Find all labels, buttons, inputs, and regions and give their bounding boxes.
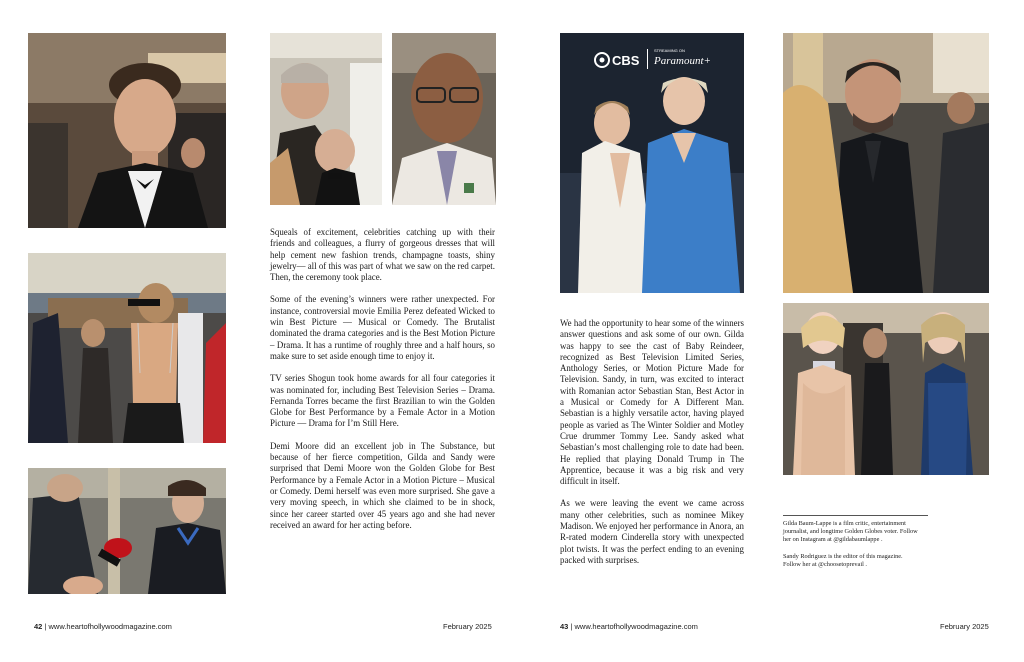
photo-actor-tuxedo bbox=[28, 33, 226, 228]
left-paragraph-2: Some of the evening’s winners were rather unexpected. For instance, controversial movie Emilia Perez defeated Wicked to win Best Picture — Musical or Comedy. The Brutalist dominated the drama categories and is the Best Motion Picture – Drama. It has a runtime of roughly three and a half hours, so make sure to set aside enough time to enjoy it. bbox=[270, 294, 495, 361]
left-paragraph-4: Demi Moore did an excellent job in The Substance, but because of her fierce competition, Gilda and Sandy were surprised that Demi Moore won the Golden Globe for Best Performance by a Female Actor in a Motion Picture – Musical or Comedy. Demi herself was even more surprised. She gave a very moving speech, in which she claimed to be in shock, since her career started over 45 years ago and she had never received an award for her acting before. bbox=[270, 440, 495, 530]
photo-adam-sandler bbox=[783, 33, 989, 293]
right-article-column bbox=[560, 318, 744, 577]
left-page-number: 42 bbox=[34, 622, 43, 631]
photo-harrison-ford bbox=[270, 33, 382, 205]
right-date: February 2025 bbox=[940, 622, 989, 631]
streaming-on-label: STREAMING ON bbox=[654, 48, 685, 53]
author-bio bbox=[783, 520, 918, 577]
left-date: February 2025 bbox=[443, 622, 492, 631]
left-folio: 42 | www.heartofhollywoodmagazine.com bbox=[34, 622, 172, 631]
photo-dwayne-johnson bbox=[392, 33, 496, 205]
photo-backless-dress bbox=[28, 253, 226, 443]
bio-divider bbox=[783, 515, 928, 516]
left-paragraph-3: TV series Shogun took home awards for all four categories it was nominated for, including Best Television Series – Drama. Fernanda Torres became the first Brazilian to win the Golden Globe for Best Performance by a Female Actor in a Motion Picture — Drama for I’m Still Here. bbox=[270, 373, 495, 429]
left-article-column bbox=[270, 227, 495, 542]
right-site-link[interactable]: www.heartofhollywoodmagazine.com bbox=[574, 622, 698, 631]
right-page-number: 43 bbox=[560, 622, 569, 631]
bio-gilda: Gilda Baum-Lappe is a film critic, entertainment journalist, and longtime Golden Globes voter. Follow her on Instagram at @gildabaumlappe . bbox=[783, 520, 918, 544]
right-paragraph-2: As we were leaving the event we came across many other celebrities, such as nominee Mikey Madison. We enjoyed her performance in Anora, an R-rated modern Cinderella story with unexpected plot twists. It was the perfect ending to an evening packed with surprises. bbox=[560, 498, 744, 565]
photo-satin-and-sequin-gowns bbox=[783, 303, 989, 475]
cbs-logo: CBS bbox=[612, 53, 640, 68]
right-paragraph-1: We had the opportunity to hear some of the winners answer questions and ask some of our own. Gilda was happy to see the cast of Baby Reindeer, recognized as Best Television Limited Series, Anthology Series, or Motion Picture Made for Television. Sandy, in turn, was excited to interact with Romanian actor Sebastian Stan, Best Actor in a Musical or Comedy for A Different Man. Sebastian is a highly versatile actor, having played people as varied as The Winter Soldier and Motley Crue drummer Tommy Lee. Sandy asked what Sebastian’s most challenging role to date had been. He replied that playing Donald Trump in The Apprentice, because it was a big risk and very difficult in itself. bbox=[560, 318, 744, 487]
left-paragraph-1: Squeals of excitement, celebrities catching up with their friends and colleagues, a flurry of gorgeous dresses that will help cement new fashion trends, champagne toasts, shiny jewelry— all of this was part of what we saw on the red carpet. Then, the ceremony took place. bbox=[270, 227, 495, 283]
paramount-logo: Paramount+ bbox=[654, 55, 711, 67]
right-folio: 43 | www.heartofhollywoodmagazine.com bbox=[560, 622, 698, 631]
bio-sandy: Sandy Rodriguez is the editor of this magazine. Follow her at @choosetoprevail . bbox=[783, 552, 903, 568]
left-site-link[interactable]: www.heartofhollywoodmagazine.com bbox=[48, 622, 172, 631]
photo-interview-microphone bbox=[28, 468, 226, 594]
photo-cbs-backdrop bbox=[560, 33, 744, 293]
